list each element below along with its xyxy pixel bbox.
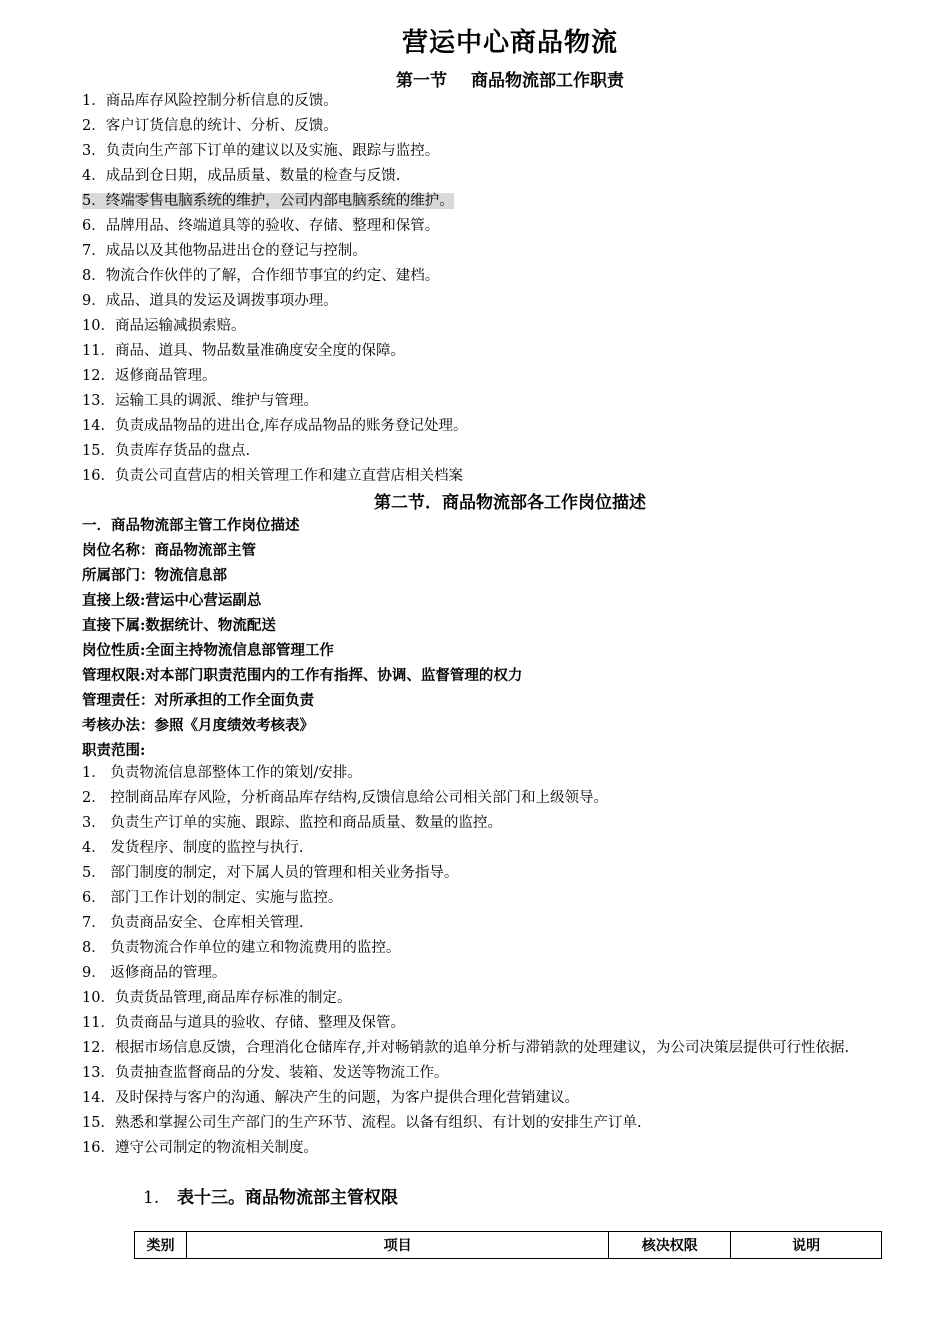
section1-heading xyxy=(0,66,950,91)
position-superior: 直接上级:营运中心营运副总 xyxy=(82,592,262,609)
position-info xyxy=(82,513,522,763)
position-authority: 管理权限:对本部门职责范围内的工作有指挥、协调、监督管理的权力 xyxy=(82,667,523,684)
list-item: 11．负责商品与道具的验收、存储、整理及保管。 xyxy=(82,1015,405,1031)
header-category: 类别 xyxy=(135,1232,187,1259)
list-item: 2． 控制商品库存风险，分析商品库存结构,反馈信息给公司相关部门和上级领导。 xyxy=(82,790,608,806)
list-item: 4．成品到仓日期，成品质量、数量的检查与反馈. xyxy=(82,168,401,184)
list-item: 8． 负责物流合作单位的建立和物流费用的监控。 xyxy=(82,940,401,956)
list-item: 6．品牌用品、终端道具等的验收、存储、整理和保管。 xyxy=(82,218,440,234)
header-notes: 说明 xyxy=(731,1232,882,1259)
position-subordinates: 直接下属:数据统计、物流配送 xyxy=(82,617,276,634)
list-item: 9． 返修商品的管理。 xyxy=(82,965,227,981)
section1-title: 商品物流部工作职责 xyxy=(471,71,624,91)
list-item: 15．熟悉和掌握公司生产部门的生产环节、流程。以备有组织、有计划的安排生产订单. xyxy=(82,1115,642,1131)
document-title: 营运中心商品物流 xyxy=(401,28,618,58)
list-item: 1． 负责物流信息部整体工作的策划/安排。 xyxy=(82,765,362,781)
duties-list xyxy=(82,761,849,1161)
list-item: 14．负责成品物品的进出仓,库存成品物品的账务登记处理。 xyxy=(82,418,468,434)
list-item: 16．负责公司直营店的相关管理工作和建立直营店相关档案 xyxy=(82,468,463,484)
table-number: 1. xyxy=(143,1188,160,1208)
list-item: 12．根据市场信息反馈，合理消化仓储库存,并对畅销款的追单分析与滞销款的处理建议，为公司决策层提供可行性依据. xyxy=(82,1040,850,1056)
list-item: 10．负责货品管理,商品库存标准的制定。 xyxy=(82,990,352,1006)
position-nature: 岗位性质:全面主持物流信息部管理工作 xyxy=(82,642,334,659)
header-approval-authority: 核决权限 xyxy=(609,1232,731,1259)
list-item: 3． 负责生产订单的实施、跟踪、监控和商品质量、数量的监控。 xyxy=(82,815,502,831)
list-item: 13．运输工具的调派、维护与管理。 xyxy=(82,393,318,409)
position-assessment: 考核办法：参照《月度绩效考核表》 xyxy=(82,717,314,734)
list-item: 1．商品库存风险控制分析信息的反馈。 xyxy=(82,93,338,109)
table-header-row xyxy=(135,1232,882,1259)
section1-list xyxy=(82,89,468,489)
list-item: 7． 负责商品安全、仓库相关管理. xyxy=(82,915,304,931)
list-item: 6． 部门工作计划的制定、实施与监控。 xyxy=(82,890,343,906)
list-item: 13．负责抽查监督商品的分发、装箱、发送等物流工作。 xyxy=(82,1065,449,1081)
list-item: 3．负责向生产部下订单的建议以及实施、跟踪与监控。 xyxy=(82,143,440,159)
list-item: 15．负责库存货品的盘点. xyxy=(82,443,251,459)
list-item: 8．物流合作伙伴的了解，合作细节事宜的约定、建档。 xyxy=(82,268,440,284)
table-title: 表十三。商品物流部主管权限 xyxy=(177,1188,398,1208)
list-item: 9．成品、道具的发运及调拨事项办理。 xyxy=(82,293,338,309)
section2-heading: 第二节．商品物流部各工作岗位描述 xyxy=(374,493,646,513)
header-item: 项目 xyxy=(186,1232,608,1259)
list-item: 14．及时保持与客户的沟通、解决产生的问题，为客户提供合理化营销建议。 xyxy=(82,1090,579,1106)
position-department: 所属部门：物流信息部 xyxy=(82,567,227,584)
list-item: 11．商品、道具、物品数量准确度安全度的保障。 xyxy=(82,343,405,359)
position-responsibility: 管理责任：对所承担的工作全面负责 xyxy=(82,692,314,709)
section1-number: 第一节 xyxy=(396,71,447,91)
list-item: 16．遵守公司制定的物流相关制度。 xyxy=(82,1140,318,1156)
position-duties-label: 职责范围: xyxy=(82,742,146,759)
table-caption xyxy=(143,1183,398,1208)
list-item-highlighted xyxy=(82,189,468,214)
list-item: 10．商品运输减损索赔。 xyxy=(82,318,246,334)
list-item: 4． 发货程序、制度的监控与执行. xyxy=(82,840,304,856)
list-item: 5． 部门制度的制定，对下属人员的管理和相关业务指导。 xyxy=(82,865,459,881)
highlighted-text: 5．终端零售电脑系统的维护，公司内部电脑系统的维护。 xyxy=(82,193,454,209)
permissions-table xyxy=(134,1231,882,1259)
position-subheading: 一．商品物流部主管工作岗位描述 xyxy=(82,517,300,534)
position-name: 岗位名称：商品物流部主管 xyxy=(82,542,256,559)
list-item: 7．成品以及其他物品进出仓的登记与控制。 xyxy=(82,243,367,259)
list-item: 12．返修商品管理。 xyxy=(82,368,217,384)
list-item: 2．客户订货信息的统计、分析、反馈。 xyxy=(82,118,338,134)
